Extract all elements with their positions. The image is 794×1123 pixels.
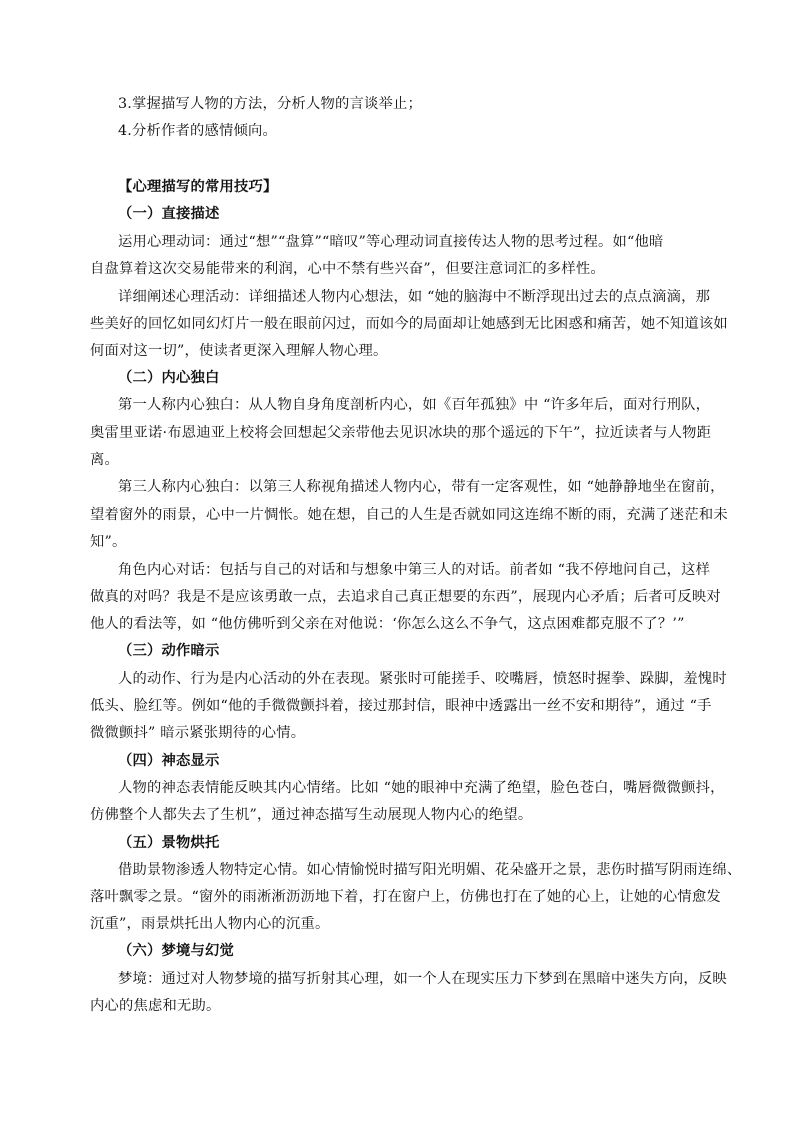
heading-expression-display: （四）神态显示	[118, 753, 220, 769]
intro-item-4: 4.分析作者的感情倾向。	[118, 123, 278, 139]
paragraph-line: 角色内心对话：包括与自己的对话和与想象中第三人的对话。前者如 “我不停地问自己，这样	[118, 562, 711, 578]
heading-inner-monologue: （二）内心独白	[118, 370, 220, 386]
paragraph-line: 望着窗外的雨景，心中一片惆怅。她在想，自己的人生是否就如同这连绵不断的雨，充满了迷茫和未	[90, 507, 728, 523]
intro-item-3: 3.掌握描写人物的方法，分析人物的言谈举止；	[118, 96, 422, 112]
heading-direct-description: （一）直接描述	[118, 206, 220, 222]
section-title: 【心理描写的常用技巧】	[118, 179, 278, 195]
paragraph-line: 何面对这一切”，使读者更深入理解人物心理。	[90, 343, 388, 359]
paragraph-line: 落叶飘零之景。“窗外的雨淅淅沥沥地下着，打在窗户上，仿佛也打在了她的心上，让她的心情愈发	[90, 889, 721, 905]
heading-dreams-illusions: （六）梦境与幻觉	[118, 943, 234, 959]
paragraph-line: 第三人称内心独白：以第三人称视角描述人物内心，带有一定客观性，如 “她静静地坐在窗前，	[118, 479, 725, 495]
paragraph-line: 离。	[90, 452, 119, 468]
paragraph-line: 借助景物渗透人物特定心情。如心情愉悦时描写阳光明媚、花朵盛开之景，悲伤时描写阴雨连绵、	[118, 862, 742, 878]
heading-action-hint: （三）动作暗示	[118, 643, 220, 659]
paragraph-line: 奥雷里亚诺·布恩迪亚上校将会回想起父亲带他去见识冰块的那个遥远的下午”，拉近读者与人物距	[90, 425, 712, 441]
paragraph-line: 自盘算着这次交易能带来的利润，心中不禁有些兴奋”，但要注意词汇的多样性。	[90, 261, 605, 277]
paragraph-line: 做真的对吗？我是不是应该勇敢一点，去追求自己真正想要的东西”，展现内心矛盾；后者可反映对	[90, 589, 721, 605]
paragraph-line: 些美好的回忆如同幻灯片一般在眼前闪过，而如今的局面却让她感到无比困惑和痛苦，她不知道该如	[90, 316, 728, 332]
paragraph-line: 梦境：通过对人物梦境的描写折射其心理，如一个人在现实压力下梦到在黑暗中迷失方向，反映	[118, 971, 727, 987]
paragraph-line: 运用心理动词：通过“想”“盘算”“暗叹”等心理动词直接传达人物的思考过程。如“他暗	[118, 234, 664, 250]
paragraph-line: 仿佛整个人都失去了生机”，通过神态描写生动展现人物内心的绝望。	[90, 807, 533, 823]
paragraph-line: 低头、脸红等。例如“他的手微微颤抖着，接过那封信，眼神中透露出一丝不安和期待”，通过 “手	[90, 698, 712, 714]
paragraph-line: 知”。	[90, 534, 127, 550]
paragraph-line: 详细阐述心理活动：详细描述人物内心想法，如 “她的脑海中不断浮现出过去的点点滴滴，那	[118, 289, 711, 305]
paragraph-line: 第一人称内心独白：从人物自身角度剖析内心，如《百年孤独》中 “许多年后，面对行刑队，	[118, 397, 711, 413]
paragraph-line: 微微颤抖” 暗示紧张期待的心情。	[90, 725, 306, 741]
paragraph-line: 人物的神态表情能反映其内心情绪。比如 “她的眼神中充满了绝望，脸色苍白，嘴唇微微颤抖，	[118, 780, 725, 796]
paragraph-line: 内心的焦虑和无助。	[90, 998, 221, 1014]
paragraph-line: 他人的看法等，如 “他仿佛听到父亲在对他说：‘你怎么这么不争气，这点困难都克服不了？’”	[90, 616, 685, 632]
paragraph-line: 沉重”，雨景烘托出人物内心的沉重。	[90, 916, 330, 932]
paragraph-line: 人的动作、行为是内心活动的外在表现。紧张时可能搓手、咬嘴唇，愤怒时握拳、跺脚，羞愧时	[118, 671, 727, 687]
heading-scenery-contrast: （五）景物烘托	[118, 835, 220, 851]
